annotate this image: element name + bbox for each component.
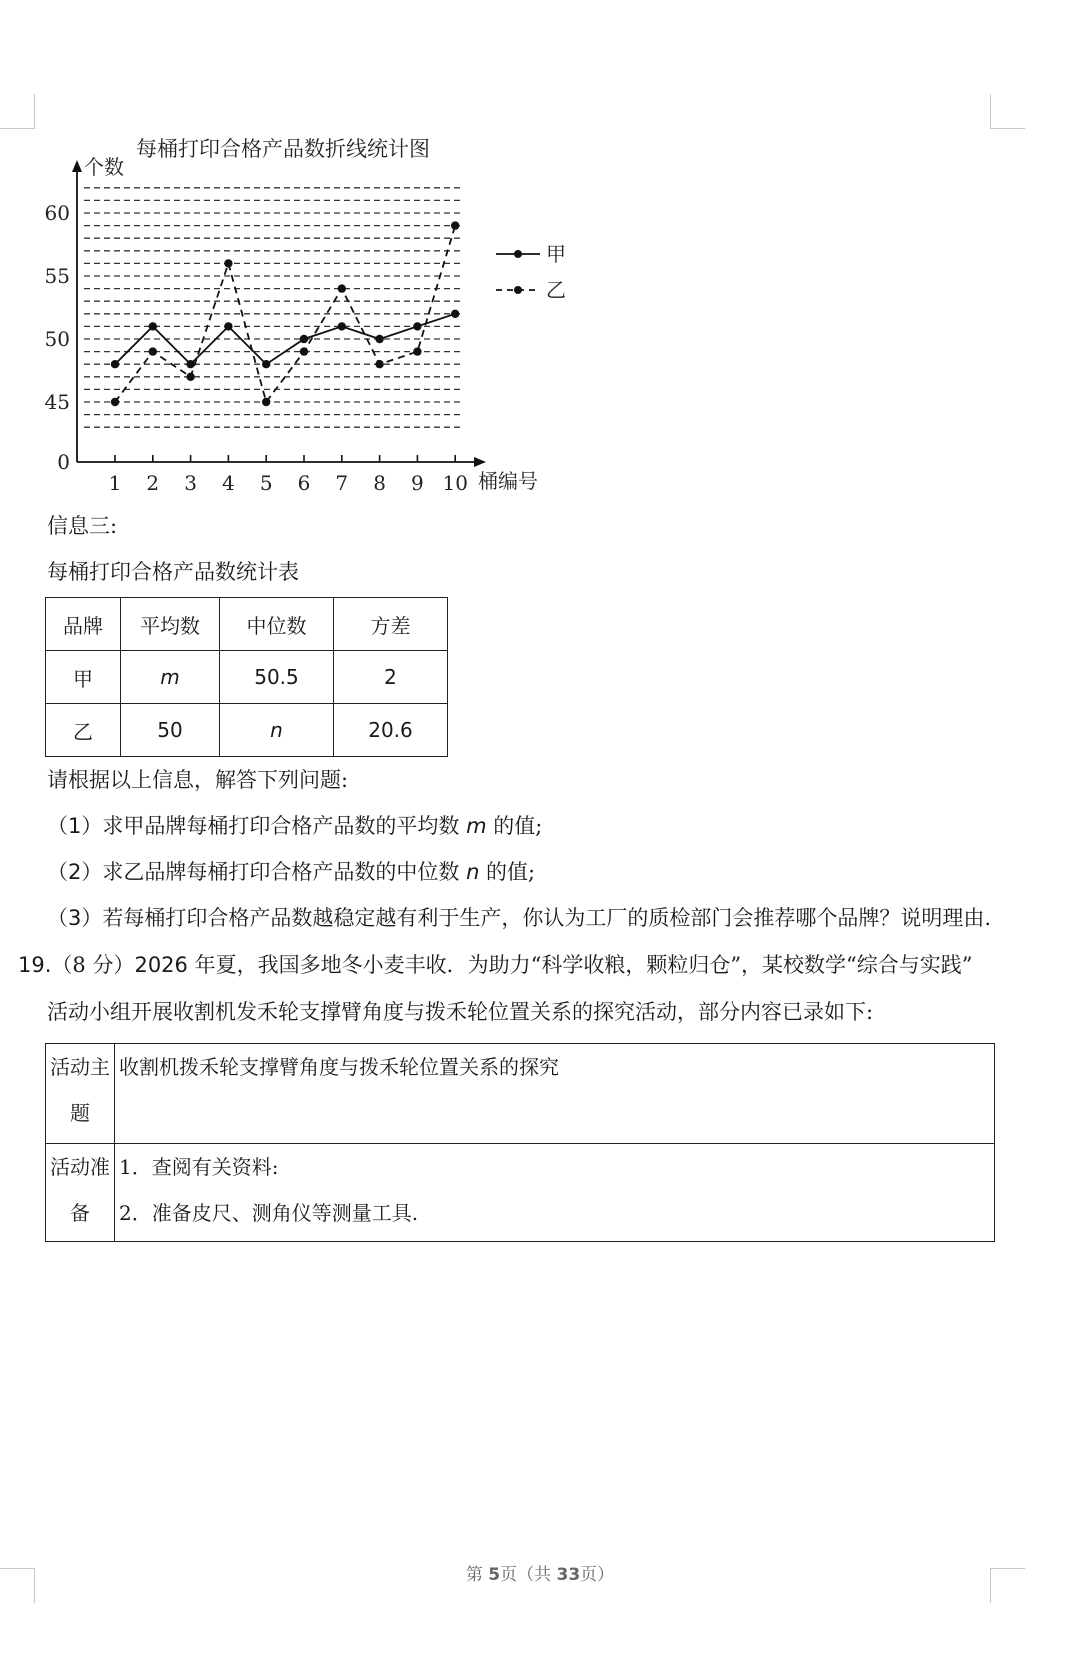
series-point-jia	[300, 335, 308, 343]
x-tick-label: 4	[222, 471, 235, 495]
footer-pre: 第	[465, 1565, 489, 1585]
series-point-yi	[262, 398, 270, 406]
x-tick-label: 8	[373, 471, 386, 495]
question-1	[47, 816, 542, 837]
stat-table	[45, 597, 448, 757]
question-prompt: 请根据以上信息，解答下列问题:	[47, 768, 349, 792]
chart-title: 每桶打印合格产品数折线统计图	[136, 137, 430, 161]
footer-total: 33	[556, 1565, 581, 1585]
series-point-jia	[451, 310, 459, 318]
problem-19-year: 2026	[134, 953, 188, 977]
legend-label-jia: 甲	[546, 242, 566, 266]
cell-variance: 20.6	[334, 704, 448, 757]
y-tick-label: 0	[57, 450, 70, 474]
activity-topic-label-a: 活动主	[50, 1055, 110, 1079]
activity-prep-item-1: 1．查阅有关资料:	[119, 1155, 279, 1179]
activity-topic-content: 收割机拨禾轮支撑臂角度与拨禾轮位置关系的探究	[115, 1044, 995, 1144]
series-point-jia	[375, 335, 383, 343]
x-axis-label: 桶编号	[478, 469, 538, 493]
footer-mid: 页（共	[500, 1565, 557, 1585]
activity-prep-content	[115, 1144, 995, 1242]
table-row	[46, 1044, 995, 1144]
series-point-yi	[111, 398, 119, 406]
table-row	[46, 651, 448, 704]
series-point-yi	[224, 259, 232, 267]
question-2-tail: 的值;	[479, 860, 536, 884]
question-1-text: 求甲品牌每桶打印合格产品数的平均数	[102, 814, 467, 838]
series-point-yi	[451, 221, 459, 229]
x-tick-label: 9	[411, 471, 424, 495]
x-tick-label: 1	[108, 471, 122, 495]
cell-median: 50.5	[220, 651, 334, 704]
question-3-text: 若每桶打印合格产品数越稳定越有利于生产，你认为工厂的质检部门会推荐哪个品牌？说明理由.	[102, 906, 992, 930]
x-tick-label: 10	[442, 471, 468, 495]
series-point-jia	[338, 322, 346, 330]
x-tick-label: 6	[297, 471, 311, 495]
series-point-jia	[149, 322, 157, 330]
variable-m: m	[466, 814, 487, 838]
legend-marker-yi	[514, 286, 522, 294]
y-tick-label: 60	[44, 201, 70, 225]
activity-prep-label-b: 备	[70, 1201, 90, 1225]
question-1-tail: 的值;	[486, 814, 543, 838]
series-point-yi	[149, 347, 157, 355]
series-point-yi	[186, 373, 194, 381]
question-2-text: 求乙品牌每桶打印合格产品数的中位数	[102, 860, 467, 884]
problem-19-text-1: 年夏，我国多地冬小麦丰收．为助力“科学收粮，颗粒归仓”，某校数学“综合与实践”	[187, 953, 973, 977]
x-tick-label: 3	[184, 471, 197, 495]
header-mean: 平均数	[121, 598, 220, 651]
y-tick-label: 50	[44, 327, 70, 351]
series-point-jia	[413, 322, 421, 330]
x-axis-arrow	[474, 457, 486, 467]
cell-median: n	[220, 704, 334, 757]
header-brand: 品牌	[46, 598, 121, 651]
table-row	[46, 704, 448, 757]
table-row	[46, 1144, 995, 1242]
page-footer	[0, 1560, 1080, 1585]
series-point-yi	[300, 347, 308, 355]
header-variance: 方差	[334, 598, 448, 651]
activity-table	[45, 1043, 995, 1242]
cell-mean: m	[121, 651, 220, 704]
header-median: 中位数	[220, 598, 334, 651]
series-point-yi	[338, 284, 346, 292]
legend-label-yi: 乙	[546, 278, 566, 302]
cell-brand: 甲	[46, 651, 121, 704]
problem-19-line-1	[18, 955, 973, 976]
series-point-jia	[186, 360, 194, 368]
line-chart	[0, 0, 580, 500]
question-2	[47, 862, 535, 883]
x-tick-label: 2	[146, 471, 160, 495]
question-3-number: （3）	[47, 906, 103, 930]
problem-19-line-2: 活动小组开展收割机发禾轮支撑臂角度与拨禾轮位置关系的探究活动，部分内容已录如下:	[47, 1000, 874, 1024]
activity-prep-item-2: 2．准备皮尺、测角仪等测量工具.	[119, 1201, 419, 1225]
y-tick-label: 45	[44, 390, 70, 414]
x-tick-label: 7	[335, 471, 349, 495]
footer-page: 5	[488, 1565, 501, 1585]
cell-brand: 乙	[46, 704, 121, 757]
legend-marker-jia	[514, 250, 522, 258]
x-tick-label: 5	[259, 471, 273, 495]
y-axis-arrow	[72, 160, 82, 172]
activity-topic-label	[46, 1044, 115, 1144]
activity-topic-label-b: 题	[70, 1101, 90, 1125]
series-point-jia	[262, 360, 270, 368]
series-point-yi	[413, 347, 421, 355]
question-1-number: （1）	[47, 814, 103, 838]
info-three-label: 信息三:	[47, 514, 118, 538]
series-point-jia	[111, 360, 119, 368]
y-axis-label: 个数	[84, 155, 124, 179]
question-2-number: （2）	[47, 860, 103, 884]
crop-mark-top-right	[990, 94, 1025, 129]
footer-post: 页）	[580, 1565, 615, 1585]
y-tick-label: 55	[44, 264, 70, 288]
variable-n: n	[466, 860, 480, 884]
cell-variance: 2	[334, 651, 448, 704]
series-point-jia	[224, 322, 232, 330]
cell-mean: 50	[121, 704, 220, 757]
stat-table-header-row	[46, 598, 448, 651]
stat-table-title: 每桶打印合格产品数统计表	[47, 560, 299, 584]
activity-prep-label	[46, 1144, 115, 1242]
problem-19-number: 19.	[18, 953, 52, 977]
activity-prep-label-a: 活动准	[50, 1155, 110, 1179]
question-3	[47, 908, 991, 929]
series-point-yi	[375, 360, 383, 368]
problem-19-score: （8 分）	[51, 953, 135, 977]
